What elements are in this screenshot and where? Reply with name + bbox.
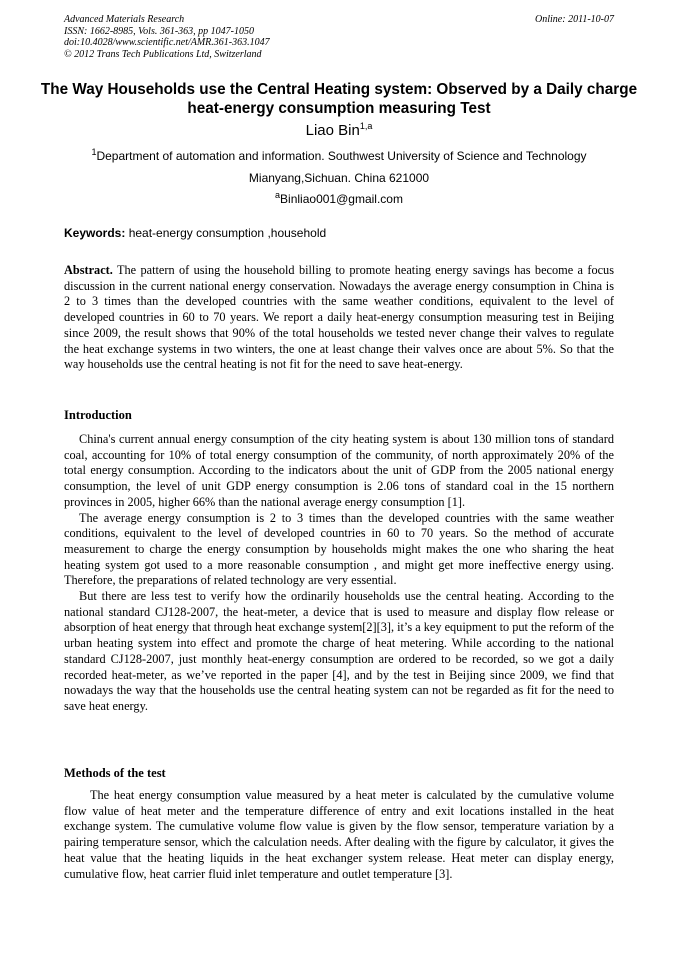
email-line [0, 192, 678, 207]
keywords-text: heat-energy consumption ,household [125, 226, 327, 240]
introduction-paragraph-1: China's current annual energy consumption of the city heating system is about 130 million tons of standard coal, accounting for 10% of total energy consumption of the community, of north approximately 20% of the total energy consumption. According to the indicators about the unit of GDP from the 2005 national energy consumption, the level of unit GDP energy consumption is 2.06 tons of standard coal in the 15 northern provinces in 2005, higher 66% than the national average energy consumption [1]. [64, 432, 614, 509]
abstract-label: Abstract. [64, 263, 113, 277]
affiliation-line-1 [0, 149, 678, 164]
copyright-line: © 2012 Trans Tech Publications Ltd, Switzerland [64, 48, 262, 60]
methods-paragraph: The heat energy consumption value measured by a heat meter is calculated by the cumulative volume flow value of heat meter and the temperature difference of entry and exit locations installed in the heat exchange system. The cumulative volume flow value is given by the flow sensor, temperature variation by a pairing temperature sensor, which the calculation needs. After dealing with the figure by calculator, it gives the heat value that the heating liquids in the heat exchanger system release. Heat meter can display energy, cumulative flow, heat carrier fluid inlet temperature and outlet temperature [3]. [64, 788, 614, 881]
abstract [64, 263, 614, 373]
introduction-paragraph-3: But there are less test to verify how the ordinarily households use the central heating. According to the national standard CJ128-2007, the heat-meter, a device that is used to measure and display flow release or absorption of heat energy that through heat exchange system[2][3], it’s a key equipment to put the reform of the urban heating system into effect and promote the charge of heat metering. While according to the national standard CJ128-2007, just monthly heat-energy consumption are ordered to be recorded, so we got a daily recorded heat-meter, as we’ve reported in the paper [4], and by the test in Beijing since 2009, we find that nowadays the way that the households use the central heating system can not be regarded as fit for the need to save heat energy. [64, 589, 614, 713]
paper-title: The Way Households use the Central Heating system: Observed by a Daily charge heat-energy consumption measuring Test [40, 81, 638, 117]
affiliation-superscript: 1 [91, 147, 97, 157]
introduction-heading: Introduction [64, 408, 132, 422]
author-name: Liao Bin [305, 122, 360, 139]
author-email: Binliao001@gmail.com [280, 192, 403, 206]
introduction-body [64, 432, 614, 715]
issn-line: ISSN: 1662-8985, Vols. 361-363, pp 1047-1050 [64, 25, 254, 37]
email-superscript: a [275, 190, 281, 200]
abstract-text: The pattern of using the household billing to promote heating energy savings has become a focus discussion in the current national energy conservation. Nowadays the average energy consumption in China is 2 to 3 times than the developed countries with the same weather conditions, equivalent to the level of developed countries in 60 to 70 years. We report a daily heat-energy consumption measuring test in Beijing since 2009, the result shows that 90% of the total households we tested never change their valves to regulate the heat exchange systems in two winters, the one at least change their valves once are about 5%. So that the way households use the central heating is not fit for the need to save heat-energy. [64, 263, 614, 372]
methods-heading: Methods of the test [64, 766, 166, 780]
publication-header [64, 14, 270, 60]
introduction-paragraph-2: The average energy consumption is 2 to 3 times than the developed countries with the same weather conditions, equivalent to the level of developed countries in 60 to 70 years. So the method of accurate measurement to charge the energy consumption by households might makes the one who sharing the heat heating system got used to a more reasonable consumption , and might get more ineffective energy using. Therefore, the preparations of related technology are very essential. [64, 510, 614, 588]
doi-line: doi:10.4028/www.scientific.net/AMR.361-363.1047 [64, 37, 270, 48]
affiliation-department: Department of automation and information. Southwest University of Science and Technology [96, 149, 587, 163]
online-date: Online: 2011-10-07 [535, 14, 614, 25]
author-line [0, 121, 678, 140]
affiliation-line-2: Mianyang,Sichuan. China 621000 [248, 171, 430, 185]
keywords-label: Keywords: [64, 226, 126, 240]
keywords [64, 226, 326, 241]
author-superscript: 1,a [359, 121, 373, 131]
journal-name: Advanced Materials Research [64, 14, 185, 25]
methods-body [64, 788, 614, 882]
